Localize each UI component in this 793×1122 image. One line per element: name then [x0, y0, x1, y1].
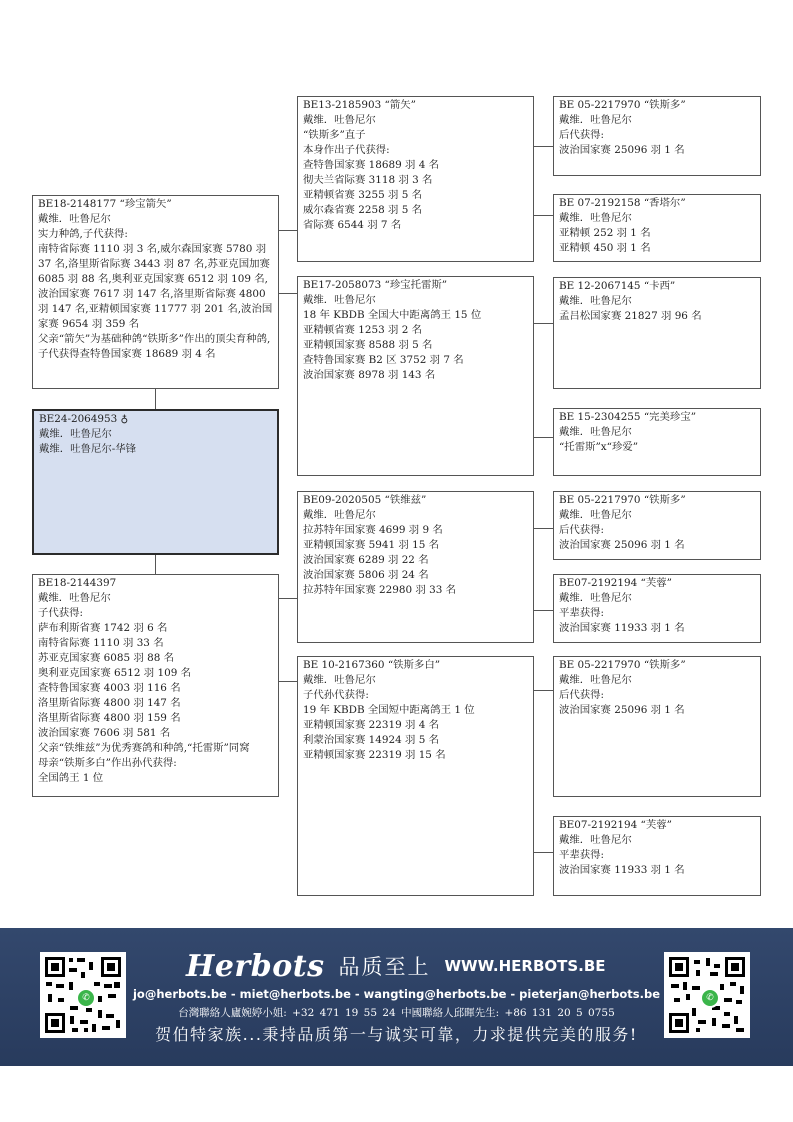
connector [533, 215, 553, 216]
sds-card [553, 277, 761, 389]
card-line: 戴维．吐鲁尼尔 [38, 213, 111, 225]
card-line: 后代获得: [559, 689, 605, 701]
card-line: 波治国家赛 25096 羽 1 名 [559, 539, 685, 551]
card-line: 南特省际赛 1110 羽 3 名,威尔森国家赛 5780 羽 37 名,洛里斯省际赛 3443 羽 87 名,苏亚克国加赛 6085 羽 88 名,奥利亚克国家赛 6512 羽 109 名,波治国家赛 7617 羽 147 名,洛里斯省际赛 4800 羽 147 名,亚精顿国家赛 11777 羽 201 名,波治国家赛 9654 羽 359 名 [38, 243, 274, 330]
sire-sire-card [297, 96, 534, 262]
card-line: 平辈获得: [559, 607, 605, 619]
card-line: 戴维．吐鲁尼尔 [559, 592, 632, 604]
card-line: 实力种鸽,子代获得: [38, 228, 128, 240]
card-line: 后代获得: [559, 129, 605, 141]
card-line: 威尔森省赛 2258 羽 5 名 [303, 204, 422, 216]
card-line: 戴维．吐鲁尼尔 [559, 212, 632, 224]
ssd-card [553, 194, 761, 262]
sss-card [553, 96, 761, 176]
card-line: 波治国家赛 8978 羽 143 名 [303, 369, 436, 381]
ring-number: BE07-2192194 “芙蓉” [559, 577, 672, 589]
ring-number: BE 05-2217970 “铁斯多” [559, 659, 686, 671]
card-line: 戴维．吐鲁尼尔 [559, 114, 632, 126]
ring-number: BE18-2144397 [38, 577, 117, 589]
card-line: 戴维．吐鲁尼尔 [303, 674, 376, 686]
card-line: 后代获得: [559, 524, 605, 536]
card-line: 亚精顿 450 羽 1 名 [559, 242, 651, 254]
card-line: 苏亚克国家赛 6085 羽 88 名 [38, 652, 175, 664]
dam-card [32, 574, 279, 797]
tagline: 贺伯特家族...秉持品质第一与诚实可靠，力求提供完美的服务! [155, 1025, 638, 1044]
ring-number: BE07-2192194 “芙蓉” [559, 819, 672, 831]
dds-card [553, 656, 761, 797]
ring-number: BE09-2020505 “铁维兹” [303, 494, 427, 506]
ddd-card [553, 816, 761, 896]
card-line: 18 年 KBDB 全国大中距离鸽王 15 位 [303, 309, 482, 321]
card-line: 利蒙治国家赛 14924 羽 5 名 [303, 734, 440, 746]
card-line: 子代孙代获得: [303, 689, 369, 701]
subject-pigeon-card [32, 409, 279, 555]
dsd-card [553, 574, 761, 643]
card-line: 亚精顿国家赛 22319 羽 15 名 [303, 749, 446, 761]
website-link[interactable]: WWW.HERBOTS.BE [444, 957, 606, 975]
ring-number: BE 07-2192158 “香塔尔” [559, 197, 686, 209]
card-line: 亚精顿 252 羽 1 名 [559, 227, 651, 239]
card-line: 波治国家赛 11933 羽 1 名 [559, 864, 685, 876]
card-line: 波治国家赛 5806 羽 24 名 [303, 569, 429, 581]
card-line: 戴维．吐鲁尼尔 [38, 592, 111, 604]
card-line: 波治国家赛 6289 羽 22 名 [303, 554, 429, 566]
card-line: 南特省际赛 1110 羽 33 名 [38, 637, 164, 649]
card-line: 戴维．吐鲁尼尔 [303, 294, 376, 306]
connector [533, 852, 553, 853]
herbots-logo: Herbots [186, 948, 325, 984]
card-line: 戴维．吐鲁尼尔 [39, 428, 112, 440]
card-line: 全国鸽王 1 位 [38, 772, 104, 784]
card-line: 奥利亚克国家赛 6512 羽 109 名 [38, 667, 192, 679]
card-line: 戴维．吐鲁尼尔 [559, 295, 632, 307]
card-line: 拉苏特年国家赛 4699 羽 9 名 [303, 524, 443, 536]
qr-code-icon [664, 952, 750, 1038]
card-line: 19 年 KBDB 全国短中距离鸽王 1 位 [303, 704, 475, 716]
dam-dam-card [297, 656, 534, 896]
footer-banner [0, 928, 793, 1066]
card-line: 拉苏特年国家赛 22980 羽 33 名 [303, 584, 457, 596]
connector [278, 230, 298, 231]
card-line: 亚精顿国家赛 22319 羽 4 名 [303, 719, 440, 731]
card-line: 孟吕松国家赛 21827 羽 96 名 [559, 310, 702, 322]
ring-number: BE 05-2217970 “铁斯多” [559, 99, 686, 111]
card-line: 戴维．吐鲁尼尔 [559, 509, 632, 521]
connector [533, 323, 553, 324]
card-line: 戴维．吐鲁尼尔 [559, 426, 632, 438]
ring-number: BE 12-2067145 “卡西” [559, 280, 676, 292]
connector [278, 598, 298, 599]
card-line: 母亲“铁斯多白”作出孙代获得: [38, 757, 177, 769]
card-line: 波治国家赛 11933 羽 1 名 [559, 622, 685, 634]
card-line: 父亲“铁维兹”为优秀赛鸽和种鸽,“托雷斯”同窝 [38, 742, 250, 754]
connector [533, 610, 553, 611]
wechat-icon: ✆ [76, 988, 96, 1008]
card-line: 戴维．吐鲁尼尔 [559, 834, 632, 846]
card-line: 查特鲁国家赛 B2 区 3752 羽 7 名 [303, 354, 464, 366]
card-line: 洛里斯省际赛 4800 羽 159 名 [38, 712, 181, 724]
card-line: 波治国家赛 25096 羽 1 名 [559, 704, 685, 716]
dam-sire-card [297, 491, 534, 643]
card-line: 亚精顿国家赛 5941 羽 15 名 [303, 539, 440, 551]
card-line: 亚精顿国家赛 8588 羽 5 名 [303, 339, 433, 351]
connector [155, 388, 156, 409]
card-line: 戴维．吐鲁尼尔-华锋 [39, 443, 137, 455]
sire-dam-card [297, 276, 534, 476]
ring-number: BE24-2064953 ♁ [39, 413, 129, 425]
card-line: 萨布利斯省赛 1742 羽 6 名 [38, 622, 168, 634]
dss-card [553, 491, 761, 560]
ring-number: BE 05-2217970 “铁斯多” [559, 494, 686, 506]
ring-number: BE17-2058073 “珍宝托雷斯” [303, 279, 448, 291]
contact-phones: 台灣聯絡人廬婉婷小姐: +32 471 19 55 24 中國聯絡人邱暉先生: +86 131 20 5 0755 [178, 1007, 615, 1019]
connector [533, 528, 553, 529]
card-line: 波治国家赛 7606 羽 581 名 [38, 727, 171, 739]
card-line: 平辈获得: [559, 849, 605, 861]
connector [533, 437, 553, 438]
slogan: 品质至上 [338, 955, 431, 979]
ring-number: BE13-2185903 “箭矢” [303, 99, 416, 111]
card-line: “铁斯多”直子 [303, 129, 366, 141]
card-line: 戴维．吐鲁尼尔 [303, 114, 376, 126]
connector [278, 293, 298, 294]
card-line: “托雷斯”x“珍爱” [559, 441, 639, 453]
wechat-icon: ✆ [700, 988, 720, 1008]
ring-number: BE 10-2167360 “铁斯多白” [303, 659, 441, 671]
card-line: 省际赛 6544 羽 7 名 [303, 219, 402, 231]
card-line: 洛里斯省际赛 4800 羽 147 名 [38, 697, 181, 709]
ring-number: BE 15-2304255 “完美珍宝” [559, 411, 697, 423]
card-line: 戴维．吐鲁尼尔 [559, 674, 632, 686]
ring-number: BE18-2148177 “珍宝箭矢” [38, 198, 172, 210]
card-line: 亚精顿省赛 1253 羽 2 名 [303, 324, 422, 336]
card-line: 戴维．吐鲁尼尔 [303, 509, 376, 521]
card-line: 子代获得: [38, 607, 84, 619]
card-line: 波治国家赛 25096 羽 1 名 [559, 144, 685, 156]
card-line: 本身作出子代获得: [303, 144, 390, 156]
card-line: 亚精顿省赛 3255 羽 5 名 [303, 189, 422, 201]
card-line: 查特鲁国家赛 18689 羽 4 名 [303, 159, 440, 171]
sdd-card [553, 408, 761, 476]
connector [278, 681, 298, 682]
connector [533, 146, 553, 147]
sire-card [32, 195, 279, 389]
card-line: 查特鲁国家赛 4003 羽 116 名 [38, 682, 181, 694]
card-line: 彻夫兰省际赛 3118 羽 3 名 [303, 174, 433, 186]
connector [533, 690, 553, 691]
connector [155, 554, 156, 574]
brand-row [186, 948, 626, 984]
card-line: 父亲“箭矢”为基础种鸽“铁斯多”作出的顶尖育种鸽,子代获得查特鲁国家赛 18689 羽 4 名 [38, 333, 271, 360]
contact-emails[interactable]: jo@herbots.be - miet@herbots.be - wangting@herbots.be - pieterjan@herbots.be [132, 987, 661, 1001]
